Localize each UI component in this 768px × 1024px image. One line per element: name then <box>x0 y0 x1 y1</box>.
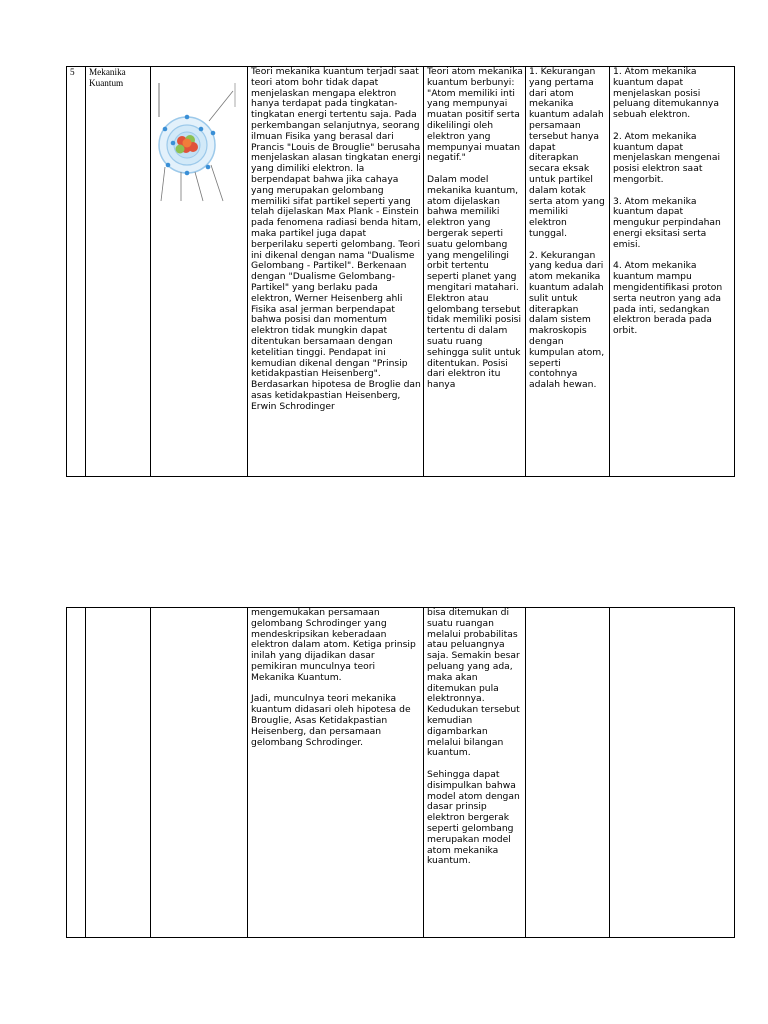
image-cell <box>151 67 248 477</box>
table-row <box>67 608 735 938</box>
explanation-cell <box>248 608 424 938</box>
theory-paragraph: Dalam model mekanika kuantum, atom dijelaskan bahwa memiliki elektron yang bergerak seperti suatu gelombang yang mengelilingi orbit tertentu seperti planet yang mengitari matahari. Elektron atau gelombang tersebut tidak memiliki posisi tertentu di dalam suatu ruang sehingga sulit untuk ditentukan. Posisi dari elektron itu hanya <box>427 173 524 391</box>
strength-cell <box>610 67 735 477</box>
atom-model-image <box>151 77 246 207</box>
image-annotation-line <box>161 167 165 201</box>
theory-cell <box>424 608 526 938</box>
strength-item: 1. Atom mekanika kuantum dapat menjelaskan posisi peluang ditemukannya sebuah elektron. <box>613 66 722 121</box>
explanation-paragraph: Jadi, munculnya teori mekanika kuantum didasari oleh hipotesa de Brouglie, Asas Ketidakpastian Heisenberg, dan persamaan gelombang Schrodinger. <box>251 693 414 748</box>
weakness-cell <box>526 608 610 938</box>
strength-item: 4. Atom mekanika kuantum mampu mengidentifikasi proton serta neutron yang ada pada inti, sedangkan elektron berada pada orbit. <box>613 260 726 337</box>
weakness-item: 2. Kekurangan yang kedua dari atom mekanika kuantum adalah sulit untuk diterapkan dalam sistem makroskopis dengan kumpulan atom, seperti contohnya adalah hewan. <box>529 249 608 391</box>
strength-cell <box>610 608 735 938</box>
topic-cell <box>86 608 151 938</box>
image-cell <box>151 608 248 938</box>
page1-table <box>66 66 735 477</box>
theory-paragraph: Teori atom mekanika kuantum berbunyi: "Atom memiliki inti yang mempunyai muatan positif serta dikelilingi oleh elektron yang mempunyai muatan negatif." <box>427 66 526 164</box>
explanation-text: Teori mekanika kuantum terjadi saat teori atom bohr tidak dapat menjelaskan mengapa elektron hanya terdapat pada tingkatan-tingkatan energi tertentu saja. Pada perkembangan selanjutnya, seorang ilmuan Fisika yang berasal dari Prancis "Louis de Brouglie" berusaha menjelaskan alasan tingkatan energi yang dimiliki elektron. la berpendapat bahwa jika cahaya yang merupakan gelombang memiliki sifat partikel seperti yang telah dijelaskan Max Plank - Einstein pada fenomena radiasi benda hitam, maka partikel juga dapat berperilaku seperti gelombang. Teori ini dikenal dengan nama "Dualisme Gelombang - Partikel". Berkenaan dengan "Dualisme Gelombang- Partikel" yang berlaku pada elektron, Werner Heisenberg ahli Fisika asal jerman berpendapat bahwa posisi dan momentum elektron tidak mungkin dapat ditentukan bersamaan dengan ketelitian tinggi. Pendapat ini kemudian dikenal dengan "Prinsip ketidakpastian Heisenberg". Berdasarkan hipotesa de Broglie dan asas ketidakpastian Heisenberg, Erwin Schrodinger <box>251 66 424 412</box>
table-row <box>67 67 735 477</box>
strength-item: 3. Atom mekanika kuantum dapat mengukur perpindahan energi eksitasi serta emisi. <box>613 195 724 250</box>
strength-item: 2. Atom mekanika kuantum dapat menjelaskan mengenai posisi elektron saat mengorbit. <box>613 130 723 185</box>
explanation-paragraph: mengemukakan persamaan gelombang Schrodinger yang mendeskripsikan keberadaan elektron dalam atom. Ketiga prinsip inilah yang dijadikan dasar pemikiran munculnya teori Mekanika Kuantum. <box>251 607 419 683</box>
topic-line: Kuantum <box>89 77 124 88</box>
page2-table <box>66 607 735 938</box>
theory-cell <box>424 67 526 477</box>
weakness-item: 1. Kekurangan yang pertama dari atom mekanika kuantum adalah persamaan tersebut hanya dapat diterapkan secara eksak untuk partikel dalam kotak serta atom yang memiliki elektron tunggal. <box>529 66 608 239</box>
row-number <box>67 608 86 938</box>
image-annotation-line <box>211 165 223 201</box>
theory-paragraph: bisa ditemukan di suatu ruangan melalui probabilitas atau peluangnya saja. Semakin besar peluang yang ada, maka akan ditemukan pula elektronnya. Kedudukan tersebut kemudian digambarkan melalui bilangan kuantum. <box>427 607 523 759</box>
row-number: 5 <box>67 67 86 477</box>
explanation-cell <box>248 67 424 477</box>
topic-cell <box>86 67 151 477</box>
image-annotation-line <box>209 91 233 121</box>
topic-line: Mekanika <box>89 67 126 77</box>
theory-paragraph: Sehingga dapat disimpulkan bahwa model atom dengan dasar prinsip elektron bergerak seperti gelombang merupakan model atom mekanika kuantum. <box>427 768 523 867</box>
weakness-cell <box>526 67 610 477</box>
image-annotation-line <box>195 172 203 201</box>
